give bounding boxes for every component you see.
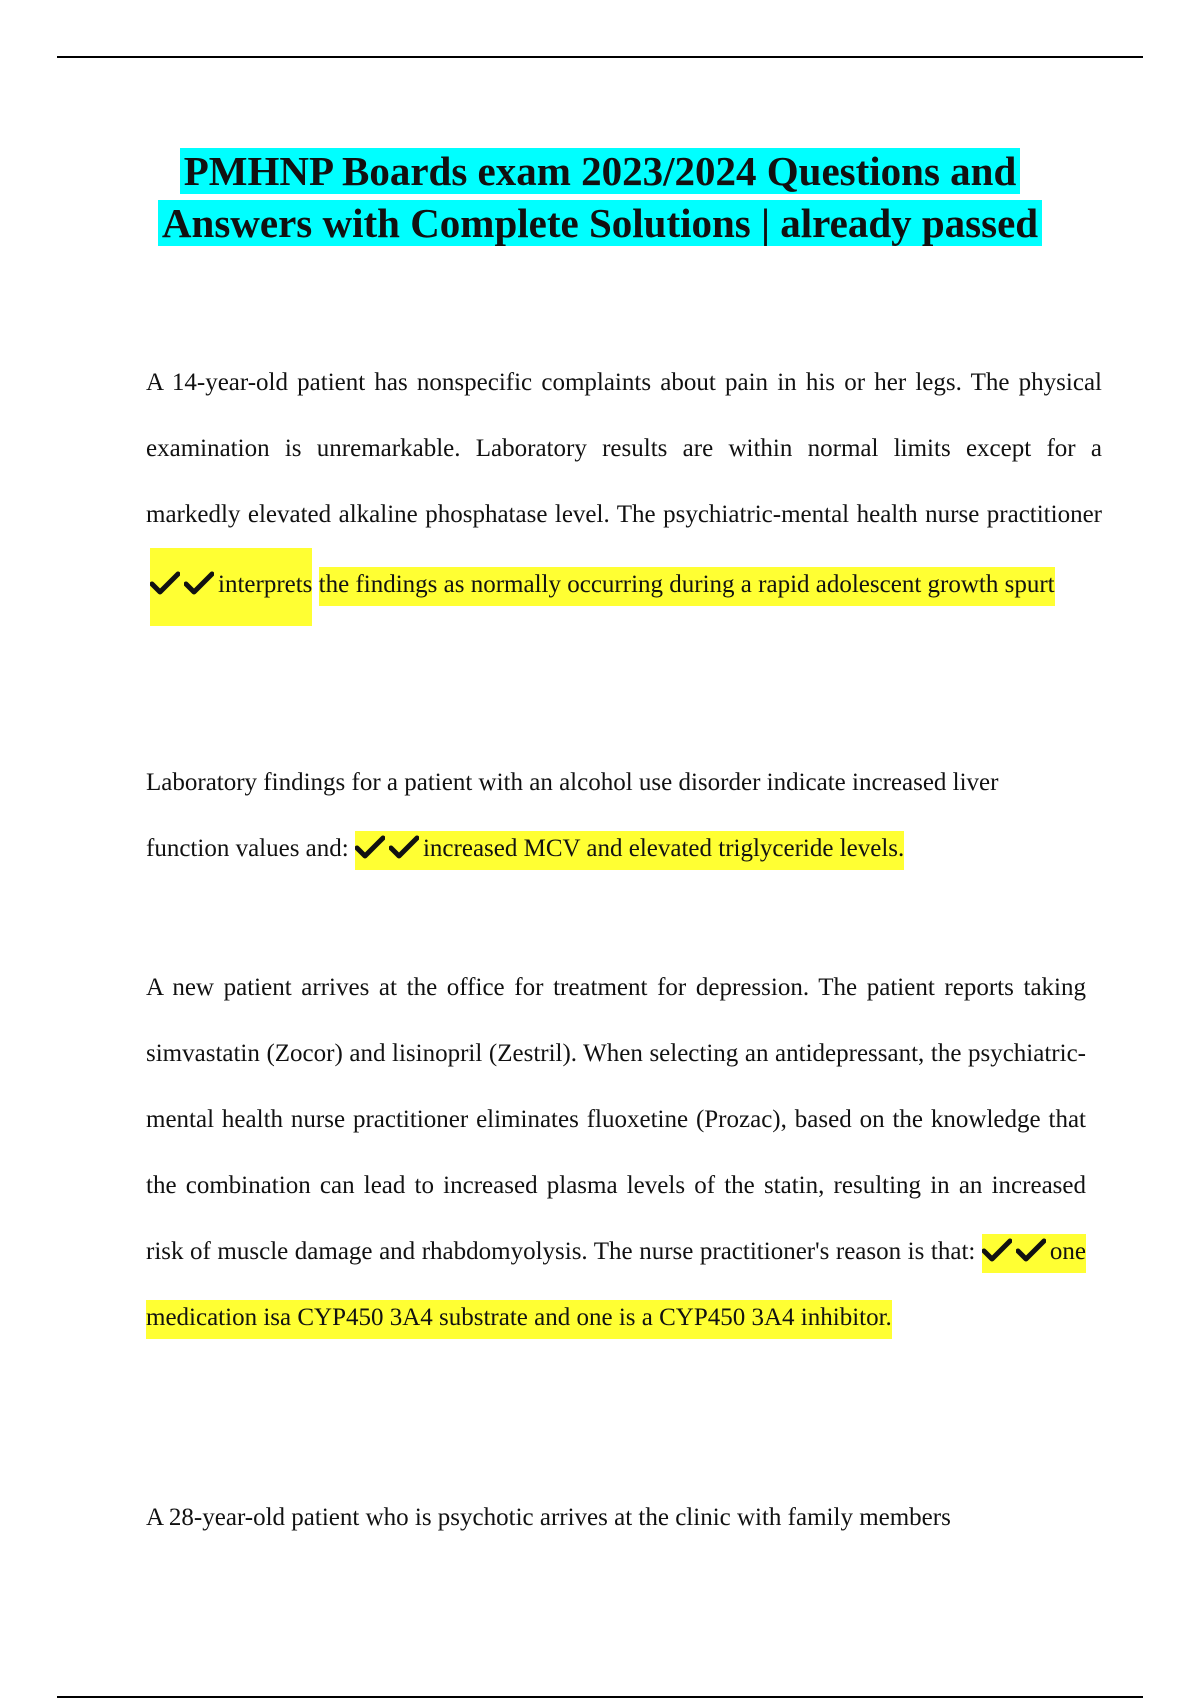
check-mark-icon [184,571,214,595]
answer-text-1a: interprets [218,571,313,598]
footer-rule [57,1696,1143,1698]
answer-checks-1 [150,548,312,626]
answer-text-3a: one medication is [146,1238,1087,1331]
answer-highlight-2 [355,831,904,870]
document-title [100,145,1100,249]
question-block-2 [146,750,1086,882]
question-block-3 [146,955,1086,1351]
check-mark-icon [389,835,419,859]
title-line-1: PMHNP Boards exam 2023/2024 Questions and [180,148,1021,194]
check-mark-icon [982,1238,1012,1262]
question-text-1: A 14-year-old patient has nonspecific complaints about pain in his or her legs. The physical examination is unremarkable. Laboratory results are within normal limits except for a markedly elevated alkaline phosphatase level. The psychiatric-mental health nurse practitioner [146,369,1102,528]
title-line-2: Answers with Complete Solutions | already passed [158,200,1042,246]
question-text-3: A new patient arrives at the office for treatment for depression. The patient reports taking simvastatin (Zocor) and lisinopril (Zestril). When selecting an antidepressant, the psychiatric- mental health nurse practitioner eliminates fluoxetine (Prozac), based on the knowledge that the combination can lead to increased plasma levels of the statin, resulting in an increased risk of muscle damage and rhabdomyolysis. The nurse practitioner's reason is that: [146,974,1086,1265]
check-mark-icon [150,571,180,595]
question-block-1 [146,350,1102,626]
header-rule [57,56,1143,58]
answer-text-1b: the findings as normally occurring during a rapid adolescent growth spurt [319,567,1055,606]
check-mark-icon [355,835,385,859]
check-mark-icon [1016,1238,1046,1262]
question-text-4: A 28-year-old patient who is psychotic arrives at the clinic with family members [146,1504,951,1531]
question-block-4 [146,1485,1086,1551]
answer-text-2: increased MCV and elevated triglyceride levels. [422,835,905,862]
answer-text-3b: a CYP450 3A4 substrate and one is a CYP450 3A4 inhibitor. [280,1300,892,1339]
question-text-2: Laboratory findings for a patient with an alcohol use disorder indicate increased liver function values and: [146,769,999,862]
